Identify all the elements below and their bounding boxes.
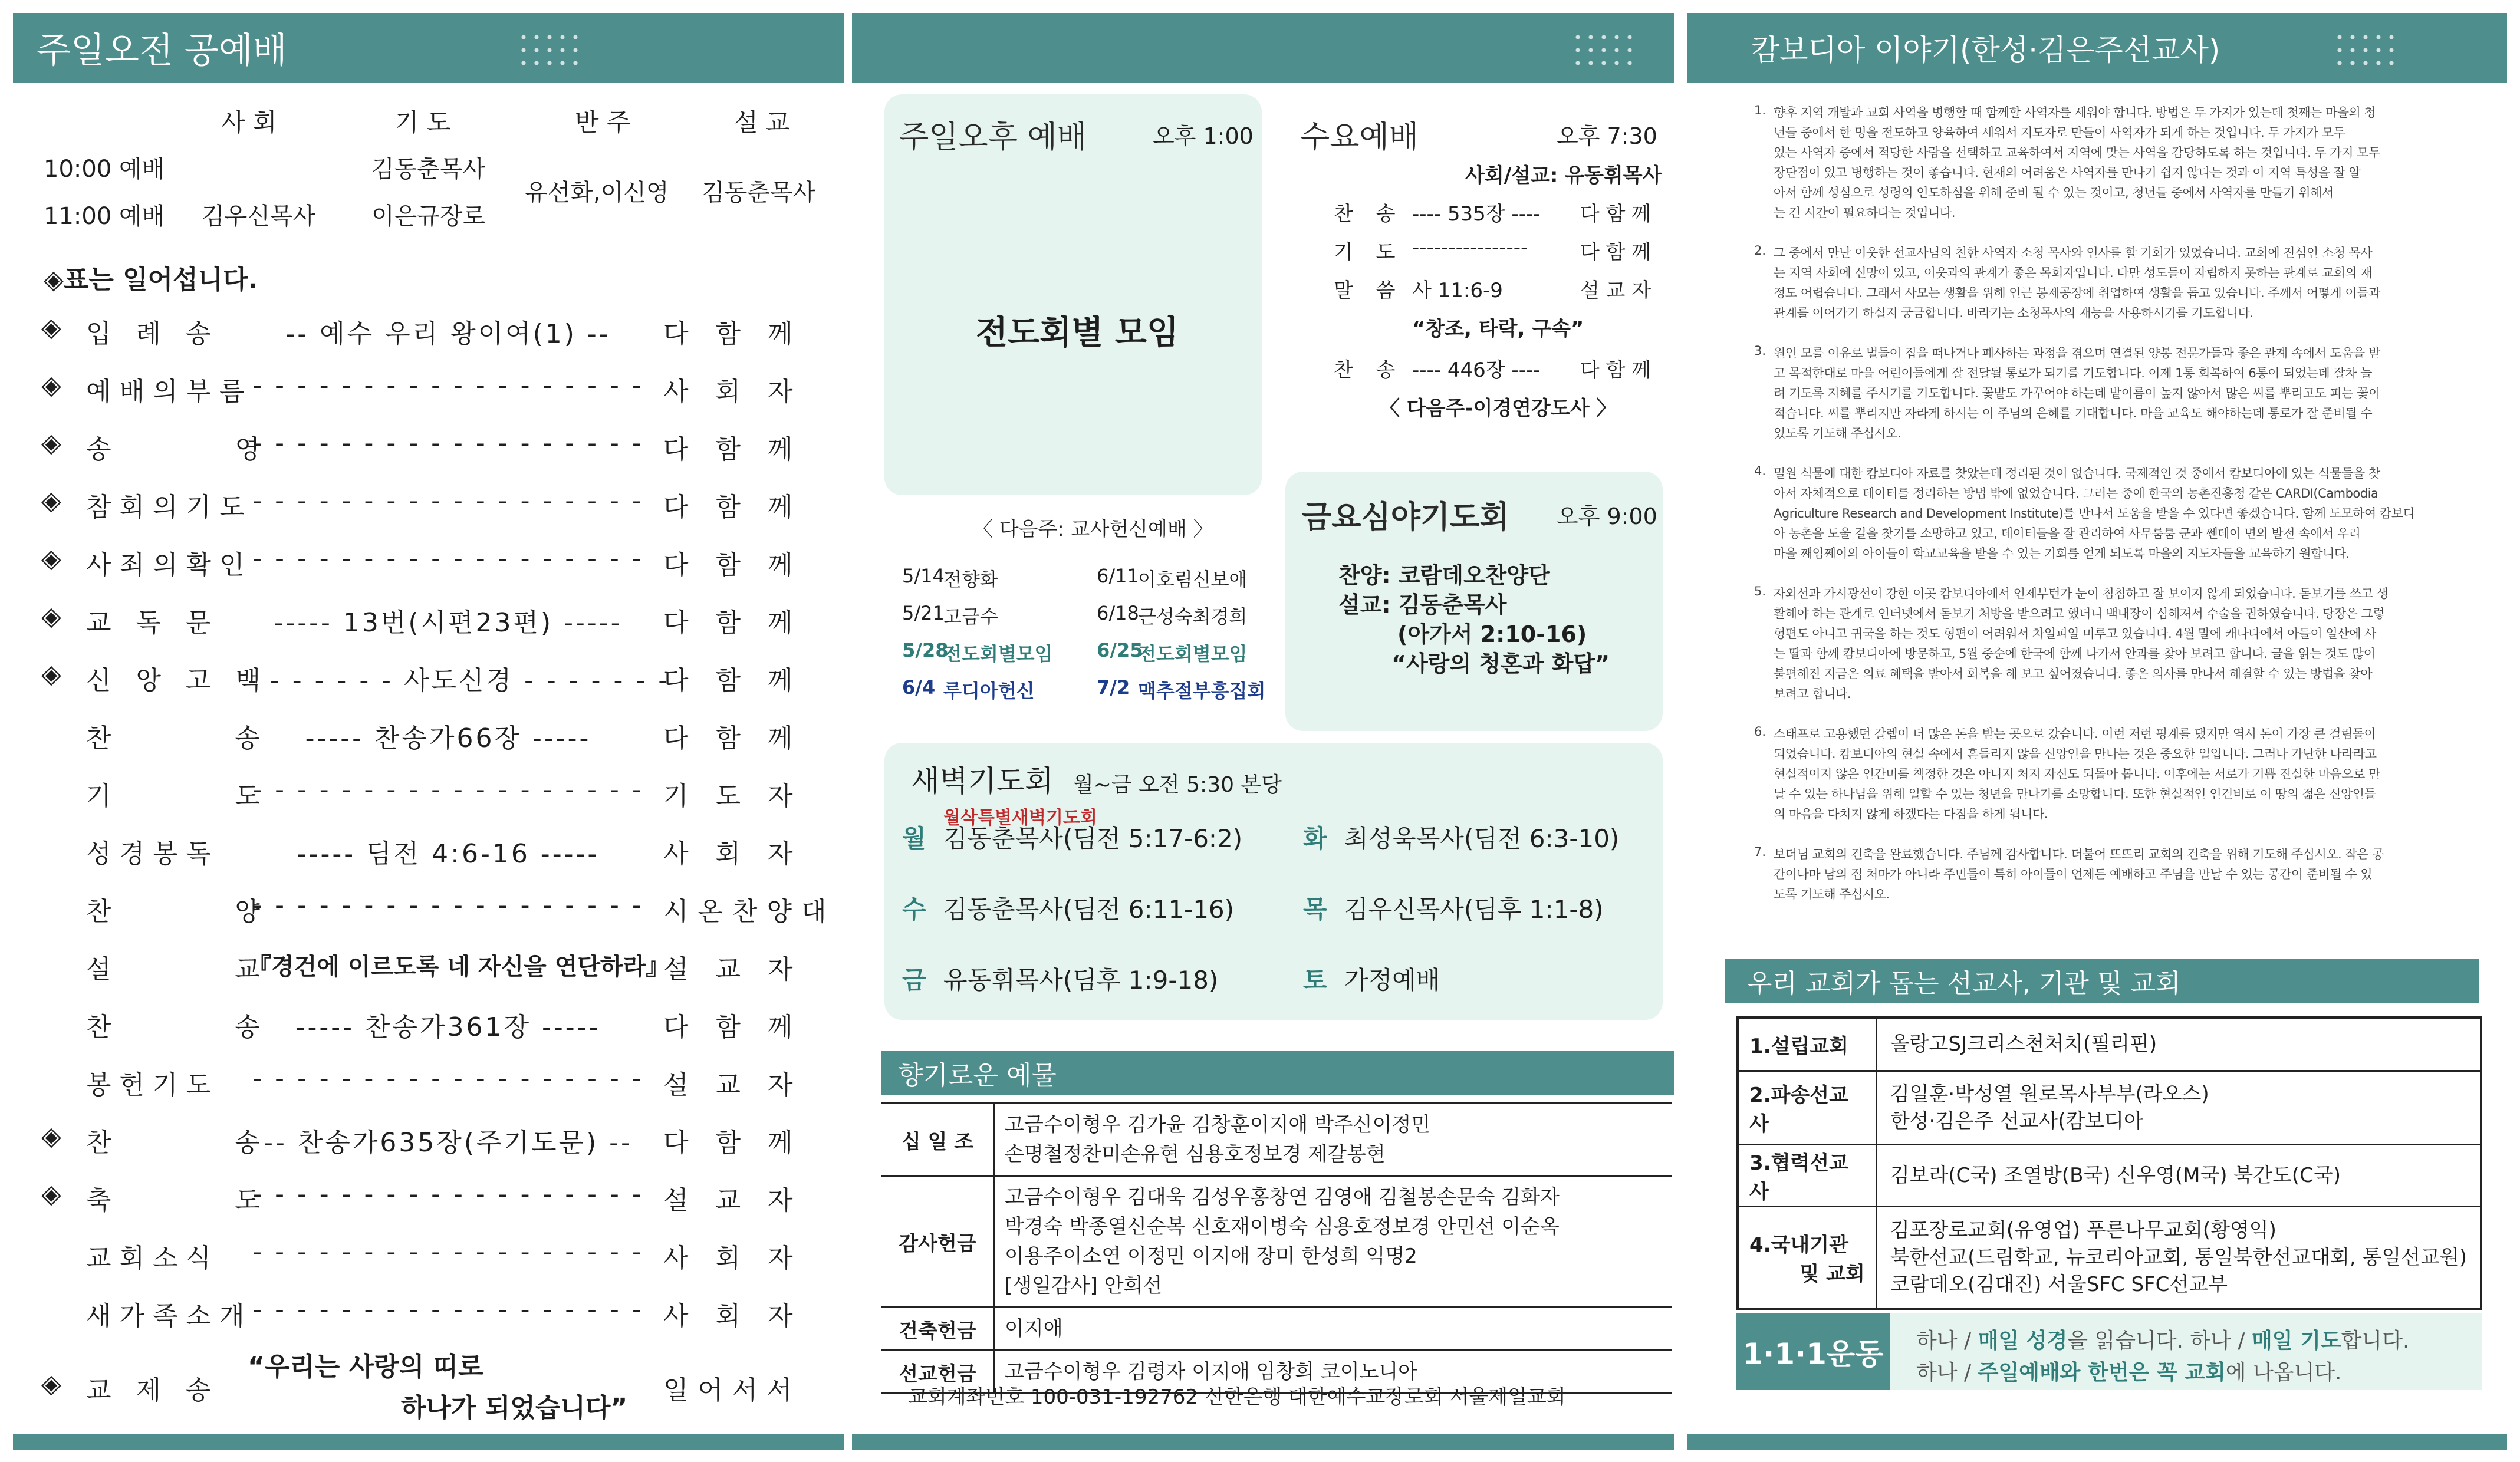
story-number: 5. [1754,584,1766,598]
story-line: 년들 중에서 한 명을 전도하고 양육하여 세워서 지도자로 만들어 사역자가 되게 하는 것입니다. 두 가지가 모두 [1774,126,2345,140]
dawn-day: 토 [1303,966,1327,995]
order-detail: -- 찬송가635장(주기도문) -- [264,1128,633,1158]
offering-names [995,1176,1672,1308]
schedule-name: 고금수 [943,605,998,628]
wednesday-detail: ---- 535장 ---- [1412,202,1541,226]
offering-row [881,1308,1672,1351]
order-detail: - - - - - - - - - - - - - - - - - - [252,486,644,516]
wednesday-item: 찬 송 [1334,202,1404,226]
order-item: 사죄의확인 [86,550,253,580]
offering-line: 고금수이형우 김대욱 김성우홍창연 김영애 김철봉손문숙 김화자 [1005,1186,1560,1209]
order-who: 사 회 자 [663,1243,802,1273]
order-item: 예배의부름 [86,377,253,407]
panel3-bottom-bar [1687,1434,2507,1450]
order-detail: - - - - - - - - - - - - - - - - - - [252,1237,644,1267]
story-line: 간이나마 남의 집 처마가 아니라 주민들이 특히 아이들이 언제든 예배하고 주님을 만날 수 있는 공간이 준비될 수 있 [1774,867,2373,881]
offering-row [881,1176,1672,1308]
story-number: 3. [1754,344,1766,358]
order-mark: ◈ [41,1121,61,1151]
order-who: 다 함 께 [663,723,802,753]
support-line: 북한선교(드림학교, 뉴코리아교회, 통일북한선교대회, 통일선교원) [1890,1246,2467,1270]
sunday-pm-main: 전도회별 모임 [976,314,1179,352]
movement-l2c: 에 나옵니다. [2225,1361,2342,1385]
story-line: 의 마음을 다치지 않게 하겠다는 다짐을 하게 됩니다. [1774,807,2048,821]
order-who: 다 함 께 [663,550,802,580]
support-row [1738,1071,2481,1144]
story-line: 향후 지역 개발과 교회 사역을 병행할 때 함께할 사역자를 세워야 합니다. 방법은 두 가지가 있는데 첫째는 마을의 청 [1774,106,2376,120]
dawn-day: 화 [1303,824,1327,853]
movement-badge-text: 1·1·1운동 [1742,1337,1884,1371]
panel2-bottom-bar [852,1434,1674,1450]
stand-note: ◈표는 일어섭니다. [44,265,258,295]
panel1-bottom-bar [13,1434,844,1450]
schedule-date: 5/14 [902,565,945,587]
movement-l2b: 주일예배와 한번은 꼭 교회 [1978,1361,2226,1385]
order-who: 사 회 자 [663,1301,802,1331]
schedule-date: 6/4 [902,676,936,699]
schedule-date: 6/25 [1097,639,1143,661]
closing-line2: 하나가 되었습니다” [401,1393,628,1423]
support-header [1725,959,2479,1003]
story-line: 자외선과 가시광선이 강한 이곳 캄보디아에서 언제부턴가 눈이 침침하고 잘 보이지 않게 되었습니다. 돋보기를 쓰고 생 [1774,587,2389,601]
movement-line1 [1916,1324,2409,1354]
wednesday-title: 수요예배 [1300,120,1419,155]
service-prayer: 김동춘목사 [371,156,486,183]
preacher: 김동춘목사 [702,179,816,206]
order-who: 사 회 자 [663,839,802,869]
support-row [1738,1206,2481,1309]
wednesday-leader: 사회/설교: 유동휘목사 [1465,164,1662,187]
movement-badge [1736,1313,1890,1390]
wednesday-last-who: 다 함 께 [1580,358,1652,382]
movement-box [1736,1313,2482,1390]
support-line: 코람데오(김대진) 서울SFC SFC선교부 [1890,1273,2228,1297]
schedule-name: 루디아헌신 [943,680,1035,702]
order-item: 찬 송 [86,1012,268,1042]
header-dots-decoration [517,31,582,66]
support-label-text: 4.국내기관 [1749,1233,1848,1257]
accompanist: 유선화,이신영 [525,179,669,206]
support-label-text2: 및 교회 [1799,1262,1865,1286]
offering-label: 건축헌금 [881,1308,995,1351]
order-item: 설 교 [86,954,268,984]
order-detail: - - - - - - - - - - - - - - - - - - [252,1295,644,1325]
order-detail: ----- 찬송가66장 ----- [305,723,591,753]
offering-names [995,1308,1672,1351]
friday-ref: (아가서 2:10-16) [1397,621,1587,647]
support-row [1738,1144,2481,1206]
offering-line: 고금수이형우 김령자 이지애 임창희 코이노니아 [1005,1360,1418,1384]
order-who: 시온찬양대 [663,897,836,927]
support-label [1738,1206,1876,1309]
friday-sermon: 설교: 김동춘목사 [1338,592,1507,618]
closing-who: 일어서서 [663,1375,802,1405]
offering-line: 고금수이형우 김가윤 김창훈이지애 박주신이정민 [1005,1113,1431,1137]
closing-item: 교 제 송 [86,1375,219,1405]
order-mark: ◈ [41,486,61,516]
friday-time: 오후 9:00 [1557,503,1657,529]
column-head: 반 주 [575,108,631,137]
order-detail: -- 예수 우리 왕이여(1) -- [285,319,611,349]
order-item: 찬 송 [86,1128,268,1158]
order-who: 다 함 께 [663,1012,802,1042]
offering-label: 십 일 조 [881,1104,995,1176]
order-who: 사 회 자 [663,377,802,407]
panel1-header [13,13,844,83]
story-line: 불편해진 지금은 의료 혜택을 받아서 회복을 해 보고 싶어졌습니다. 좋은 의사를 만나서 해결할 수 있는 방법을 찾아 [1774,667,2373,681]
story-number: 6. [1754,725,1766,739]
support-label [1738,1018,1876,1071]
panel2-header-strip [852,13,1674,83]
movement-line2 [1916,1356,2342,1386]
movement-l2a: 하나 / [1916,1361,1978,1385]
dawn-text: 가정예배 [1344,966,1440,995]
support-detail [1876,1144,2481,1206]
support-line: 한성·김은주 선교사(캄보디아 [1890,1109,2143,1133]
story-line: 원인 모를 이유로 벌들이 집을 떠나거나 폐사하는 과정을 겪으며 연결된 양봉 전문가들과 좋은 관계 속에서 도움을 받 [1774,346,2380,360]
story-line: 보려고 합니다. [1774,687,1851,701]
service-time: 11:00 예배 [44,203,165,230]
support-label-text: 2.파송선교사 [1749,1083,1848,1136]
story-line: 는 긴 시간이 필요하다는 것입니다. [1774,206,1955,220]
column-head: 설 교 [734,108,790,137]
support-line: 올랑고SJ크리스천처치(필리핀) [1890,1032,2157,1056]
order-detail: - - - - - - - - - - - - - - - - - - [252,428,644,458]
order-item: 기 도 [86,781,268,811]
order-who: 다 함 께 [663,1128,802,1158]
story-number: 7. [1754,845,1766,859]
story-line: 날 수 있는 하나님을 위해 일할 수 있는 청년을 만나기를 소망합니다. 또한 현실적인 인건비로 이 땅의 젊은 신앙인들 [1774,787,2376,801]
support-label-text: 3.협력선교사 [1749,1151,1848,1204]
dawn-text: 유동휘목사(딤후 1:9-18) [943,966,1219,995]
column-head: 기 도 [395,108,451,137]
friday-text: “사랑의 청혼과 화답” [1391,651,1610,677]
offering-line: [생일감사] 안희선 [1005,1274,1163,1298]
order-item: 축 도 [86,1186,268,1216]
wednesday-item: 말 씀 [1334,279,1404,302]
story-line: 장단점이 있고 병행하는 것이 좋습니다. 현재의 어려움은 사역자를 만나기 쉽지 않다는 것과 이 지역 특성을 잘 알 [1774,166,2361,180]
dawn-day: 월 [902,824,926,853]
friday-praise: 찬양: 코람데오찬양단 [1338,562,1550,588]
offering-line: 이용주이소연 이정민 이지애 장미 한성희 익명2 [1005,1244,1417,1268]
order-who: 다 함 께 [663,492,802,522]
offering-title: 향기로운 예물 [898,1061,1057,1091]
order-who: 설 교 자 [663,954,802,984]
wednesday-last-item: 찬 송 [1334,358,1404,382]
order-who: 설 교 자 [663,1186,802,1216]
dawn-title: 새벽기도회 [911,764,1054,798]
story-line: 스태프로 고용했던 갈렙이 더 많은 돈을 받는 곳으로 갔습니다. 이런 저런 핑계를 댔지만 역시 돈이 가장 큰 걸림돌이 [1774,727,2376,741]
story-line: 정도 어렵습니다. 그래서 사모는 생활을 위해 인근 봉제공장에 취업하여 생활을 돕고 있습니다. 주께서 어떻게 이들과 [1774,286,2380,300]
dawn-text: 김우신목사(딤후 1:1-8) [1344,895,1604,924]
order-who: 다 함 께 [663,434,802,465]
wednesday-detail: 사 11:6-9 [1412,279,1503,302]
sunday-pm-next: 〈 다음주: 교사헌신예배 〉 [973,518,1213,541]
order-mark: ◈ [41,370,61,400]
support-line: 김보라(C국) 조열방(B국) 신우영(M국) 북간도(C국) [1890,1163,2341,1187]
dawn-text: 김동춘목사(딤전 5:17-6:2) [943,824,1243,853]
order-item: 찬 양 [86,897,268,927]
wednesday-detail: ---------------- [1412,236,1528,259]
story-line: 는 지역 사회에 신망이 있고, 이웃과의 관계가 좋은 목회자입니다. 다만 성도들이 자립하지 못하는 관계로 교회의 재 [1774,266,2373,280]
support-title: 우리 교회가 돕는 선교사, 기관 및 교회 [1747,969,2181,999]
order-item: 참회의기도 [86,492,253,522]
offering-header [881,1051,1674,1095]
dawn-special: 월삭특별새벽기도회 [943,808,1097,828]
order-who: 기 도 자 [663,781,802,811]
order-item: 신 앙 고 백 [86,666,269,696]
offering-label: 감사헌금 [881,1176,995,1308]
order-mark: ◈ [41,544,61,574]
dawn-text: 최성욱목사(딤전 6:3-10) [1344,824,1620,853]
order-detail: - - - - - - - - - - - - - - - - - - [252,775,644,805]
order-detail: ----- 찬송가361장 ----- [295,1012,601,1042]
schedule-name: 전도회별모임 [943,643,1053,665]
order-mark: ◈ [41,428,61,458]
movement-l1e: 합니다. [2341,1329,2410,1353]
order-detail: - - - - - - - - - - - - - - - - - - [252,1063,644,1094]
header-dots-decoration [1571,31,1636,66]
support-table [1736,1016,2482,1310]
dawn-day: 목 [1303,895,1327,924]
order-who: 다 함 께 [663,608,802,638]
story-line: 마을 째임쩨이의 아이들이 학교교육을 받을 수 있는 기회를 얻게 되도록 마을의 지도자들을 교육하기 원합니다. [1774,546,2350,561]
dawn-sub: 월~금 오전 5:30 본당 [1073,773,1282,797]
support-detail [1876,1018,2481,1071]
dawn-day: 수 [902,895,926,924]
support-detail [1876,1206,2481,1309]
support-detail [1876,1071,2481,1144]
schedule-name: 맥추절부흥집회 [1138,680,1266,702]
schedule-date: 5/21 [902,602,945,624]
offering-table [881,1102,1672,1394]
story-line: 도록 기도해 주십시오. [1774,887,1890,901]
schedule-name: 전향화 [943,568,998,591]
story-line: 아서 함께 성심으로 성령의 인도하심을 위해 준비 될 수 있는 것이고, 청년들 중에서 사역자를 만들기 위해서 [1774,186,2334,200]
offering-line: 손명철정찬미손유현 심용호정보경 제갈봉현 [1005,1142,1386,1166]
story-line: 는 딸과 함께 캄보디아에 방문하고, 5월 중순에 한국에 함께 나가서 안과를 찾아 보려고 합니다. 글을 읽는 것도 많이 [1774,647,2376,661]
order-detail: - - - - - - - - - - - - - - - - - - [252,544,644,574]
story-line: 있도록 기도해 주십시오. [1774,426,1901,440]
schedule-name: 이호림신보애 [1138,568,1248,591]
panel1-title: 주일오전 공예배 [37,30,287,71]
offering-line: 박경숙 박종열신순복 신호재이병숙 심용호정보경 안민선 이순옥 [1005,1215,1560,1239]
sunday-pm-title: 주일오후 예배 [899,120,1087,155]
story-line: 활해야 하는 관계로 인터넷에서 돋보기 처방을 받으려고 했더니 백내장이 심해져서 수술을 권하였습니다. 당장은 그렇 [1774,607,2385,621]
story-line: 고 목적한대로 마을 어린이들에게 잘 전달될 통로가 되기를 기도합니다. 이제 1통 회복하여 6통이 되었는데 잘차 늘 [1774,366,2372,380]
service-time: 10:00 예배 [44,156,165,183]
order-item: 입 례 송 [86,319,219,349]
service-prayer: 이은규장로 [371,203,486,230]
order-who: 다 함 께 [663,319,802,349]
order-detail: - - - - - - - - - - - - - - - - - - [252,370,644,400]
order-item: 새가족소개 [86,1301,253,1331]
schedule-date: 6/18 [1097,602,1139,624]
order-detail: - - - - - - - - - - - - - - - - - - [252,890,644,920]
schedule-date: 7/2 [1097,676,1130,699]
story-line: 밀원 식물에 대한 캄보디아 자료를 찾았는데 정리된 것이 없습니다. 국제적인 것 중에서 캄보디아에 있는 식물들을 찾 [1774,466,2380,480]
story-line: 아서 자체적으로 데이터를 정리하는 방법 밖에 없었습니다. 그러는 중에 한국의 농촌진흥청 같은 CARDI(Cambodia [1774,486,2378,500]
service-leader: 김우신목사 [202,203,316,230]
story-line: 헝편도 아니고 귀국을 하는 것도 형편이 어려워서 차일피일 미루고 있습니다. 4월 말에 캐나다에서 아들이 일산에 사 [1774,627,2376,641]
story-line: 있는 사역자 중에서 적당한 사람을 선택하고 교육하여서 지역에 맞는 사역을 감당하도록 하는 것입니다. 두 가지 모두 [1774,146,2380,160]
story-line: 려 기도록 지혜를 주시기를 기도합니다. 꽃밭도 가꾸어야 하는데 밭이름이 높지 않아서 많은 씨를 뿌리고도 피는 꽃이 [1774,386,2380,400]
dawn-day: 금 [902,966,926,995]
order-mark: ◈ [41,312,61,343]
offering-label: 선교헌금 [881,1351,995,1394]
schedule-date: 6/11 [1097,565,1139,587]
dawn-text: 김동춘목사(딤전 6:11-16) [943,895,1235,924]
offering-names [995,1104,1672,1176]
order-detail: ----- 13번(시편23편) ----- [274,608,623,638]
support-line: 김포장로교회(유영업) 푸른나무교회(황영익) [1890,1219,2276,1243]
movement-l1b: 매일 성경 [1978,1329,2068,1353]
order-item: 성경봉독 [86,839,220,869]
order-who: 설 교 자 [663,1070,802,1100]
order-who: 다 함 께 [663,666,802,696]
wednesday-who: 다 함 께 [1580,202,1652,226]
offering-row [881,1104,1672,1176]
wednesday-next: 〈 다음주-이경연강도사 〉 [1380,397,1617,420]
order-item: 봉헌기도 [86,1070,220,1100]
bank-account: 교회계좌번호 100-031-192762 신한은행 대한예수교장로회 서울제일교회 [908,1385,1566,1409]
order-mark: ◈ [41,659,61,689]
order-mark: ◈ [41,601,61,631]
closing-line1: “우리는 사랑의 띠로 [248,1352,483,1382]
schedule-date: 5/28 [902,639,949,661]
order-detail: - - - - - - - - - - - - - - - - - - [252,1179,644,1209]
panel3-header [1687,13,2507,83]
wednesday-who: 설 교 자 [1580,279,1652,302]
order-detail: 『경건에 이르도록 네 자신을 연단하라』 [248,953,670,980]
story-line: 되었습니다. 캄보디아의 현실 속에서 흔들리지 않을 신앙인을 만나는 것은 중요한 일입니다. 그러나 가난한 나라라고 [1774,747,2377,761]
column-head: 사 회 [221,108,277,137]
panel3-title: 캄보디아 이야기(한성·김은주선교사) [1751,33,2220,67]
support-label-text: 1.설립교회 [1749,1034,1848,1058]
story-line: Agriculture Research and Development Institute)를 만나서 도움을 받을 수 있다면 좋겠습니다. 함께 도모하여 캄보디 [1774,506,2415,521]
closing-mark: ◈ [41,1369,61,1399]
support-label [1738,1071,1876,1144]
order-mark: ◈ [41,1179,61,1209]
support-label [1738,1144,1876,1206]
friday-title: 금요심야기도회 [1302,500,1509,535]
story-line: 현실적이지 않은 인간미를 책정한 것은 아니지 처지 자신도 되돌아 봅니다. 이후에는 서로가 기쁨 진실한 마음으로 만 [1774,767,2380,781]
order-item: 교회소식 [86,1243,220,1273]
wednesday-sermon: “창조, 타락, 구속” [1412,317,1584,341]
order-detail: ----- 딤전 4:6-16 ----- [297,839,600,869]
support-line: 김일훈·박성열 원로목사부부(라오스) [1890,1082,2209,1106]
wednesday-last-mid: ---- 446장 ---- [1412,358,1541,382]
support-row [1738,1018,2481,1071]
order-detail: - - - - - - - 사도신경 - - - - - - - [248,666,670,696]
story-line: 관계를 이어가기 하실지 궁금합니다. 바라기는 소청목사의 재능을 사용하시기를 기도합니다. [1774,306,2253,320]
order-item: 교 독 문 [86,608,219,638]
story-number: 2. [1754,243,1766,258]
story-line: 그 중에서 만난 이웃한 선교사님의 친한 사역자 소청 목사와 인사를 할 기회가 있었습니다. 교회에 진심인 소청 목사 [1774,246,2373,260]
schedule-name: 전도회별모임 [1138,643,1248,665]
wednesday-time: 오후 7:30 [1557,123,1657,149]
header-dots-decoration [2333,31,2398,66]
story-line: 보더님 교회의 건축을 완료했습니다. 주님께 감사합니다. 더불어 뜨뜨리 교회의 건축을 위해 기도해 주십시오. 작은 공 [1774,847,2384,861]
movement-l1c: 을 읽습니다. 하나 / [2067,1329,2252,1353]
wednesday-who: 다 함 께 [1580,241,1652,264]
story-number: 4. [1754,464,1766,478]
story-line: 아 농촌을 도울 길을 찾기를 소망하고 있고, 데이터들을 잘 관리하여 사무룸툼 군과 쎈데이 면의 발전 속에서 우리 [1774,526,2361,541]
story-line: 적습니다. 씨를 뿌리지만 자라게 하시는 이 주님의 은혜를 기대합니다. 마을 교육도 해야하는데 통로가 잘 준비될 수 [1774,406,2373,420]
offering-line: 이지애 [1005,1317,1063,1341]
order-item: 찬 송 [86,723,268,753]
movement-l1d: 매일 기도 [2252,1329,2341,1353]
schedule-name: 근성숙최경희 [1138,605,1248,628]
sunday-pm-time: 오후 1:00 [1153,123,1254,149]
wednesday-item: 기 도 [1334,241,1404,264]
order-item: 송 영 [86,434,268,465]
story-number: 1. [1754,103,1766,117]
movement-l1a: 하나 / [1916,1329,1978,1353]
